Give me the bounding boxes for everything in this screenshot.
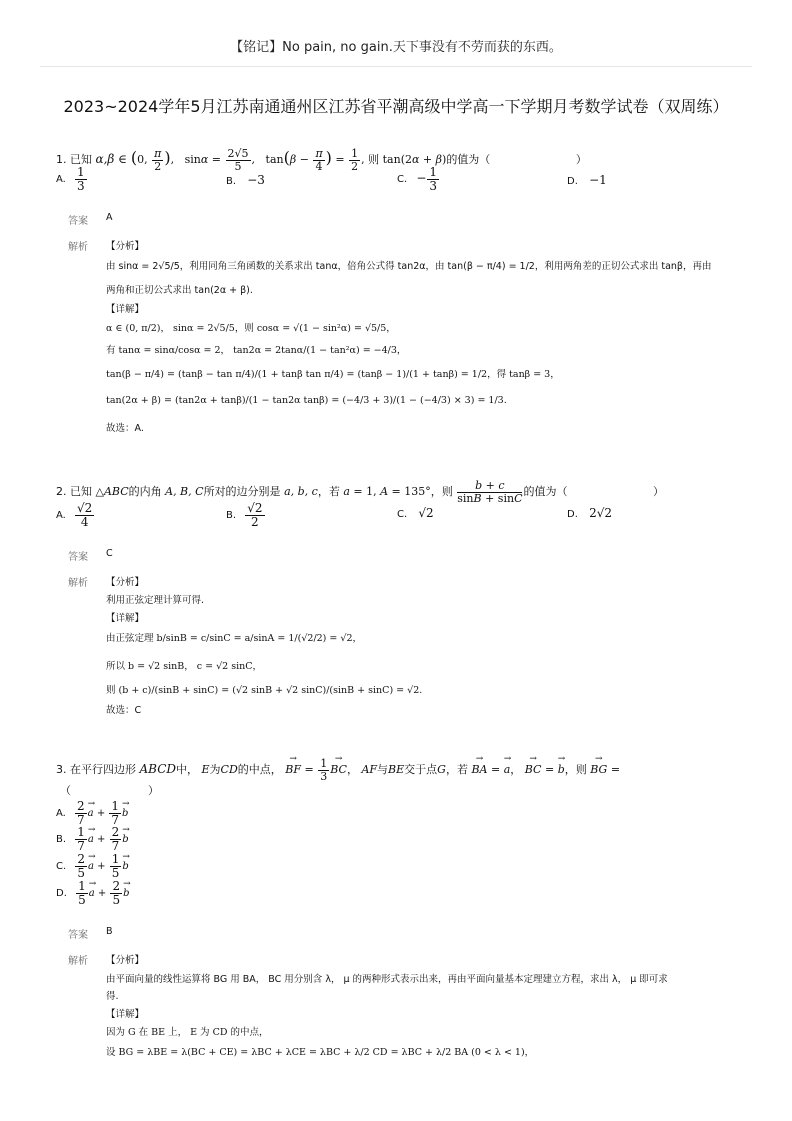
option-b[interactable]: B. −3 (226, 173, 265, 187)
option-c[interactable]: C. − $\frac{1}{3}$ (397, 165, 438, 193)
option-d[interactable]: D. 2√2 (567, 506, 612, 520)
option-label: B. (56, 834, 67, 846)
open-paren: （ (60, 784, 71, 797)
stem-text: 的中点， (237, 763, 282, 777)
answer-label: 答案 (68, 216, 88, 227)
option-label: A. (56, 510, 66, 522)
option-a[interactable]: A. $\frac{2}{7}$ → a + $\frac{1}{7}$ → b (56, 800, 128, 826)
stem-text: ， (510, 763, 522, 777)
stem-text: 已知 (70, 153, 92, 167)
stem-text: 交于点 (404, 763, 438, 777)
page-title: 2023~2024学年5月江苏南通通州区江苏省平潮高级中学高一下学期月考数学试卷（双周练） (63, 97, 729, 116)
detail-tag: 【详解】 (106, 304, 145, 315)
detail-line: 所以 b = √2 sinB， c = √2 sinC， (106, 661, 262, 672)
answer-label: 答案 (68, 930, 88, 941)
answer-value: A (106, 212, 113, 223)
question-1-stem: 1. 已知 α,β ∈ (0, $\frac{\pi}{2}$ ), sinα = $\frac{2√5}{5}$ , tan(β − $\frac{\pi}{4}$ ) = $\frac{1}{2}$ , 则 tan(2α + β)的值为（ ） (56, 147, 587, 173)
stem-text: 为 (209, 763, 221, 777)
option-a[interactable]: A. $\frac{√2}{4}$ (56, 501, 93, 529)
stem-text: 已知 (70, 485, 92, 499)
detail-line: tan(β − π/4) = (tanβ − tan π/4)/(1 + tanβ tan π/4) = (tanβ − 1)/(1 + tanβ) = 1/2，得 tanβ = 3， (106, 369, 560, 380)
motto: 【铭记】No pain, no gain.天下事没有不劳而获的东西。 (230, 40, 562, 55)
detail-line: 由正弦定理 b/sinB = c/sinC = a/sinA = 1/(√2/2) = √2， (106, 633, 362, 644)
detail-line: 因为 G 在 BE 上， E 为 CD 的中点， (106, 1027, 269, 1038)
close-paren: ） (652, 485, 664, 499)
conclusion: 故选：A. (106, 423, 144, 434)
detail-line: tan(2α + β) = (tan2α + tanβ)/(1 − tan2α tanβ) = (−4/3 + 3)/(1 − (−4/3) × 3) = 1/3. (106, 395, 507, 406)
header-divider (40, 66, 752, 67)
stem-text: 所对的边分别是 (203, 485, 281, 499)
stem-text: ， (346, 763, 358, 777)
option-d[interactable]: D. −1 (567, 173, 607, 187)
stem-text: ，若 (445, 763, 468, 777)
question-2-stem: 2. 已知 △ABC的内角 A, B, C所对的边分别是 a, b, c，若 a = 1, A = 135°，则 $\frac{b + c}{\sin B + \sin C}$ 的值为（ ） (56, 479, 664, 505)
option-c[interactable]: C. $\frac{2}{5}$ → a + $\frac{1}{5}$ → b (56, 853, 129, 879)
analysis-label: 解析 (68, 578, 88, 589)
answer-value: B (106, 926, 113, 937)
conclusion: 故选：C (106, 705, 142, 716)
option-label: C. (397, 174, 408, 186)
detail-tag: 【详解】 (106, 1009, 145, 1020)
option-label: D. (567, 176, 578, 187)
detail-line: 有 tanα = sinα/cosα = 2， tan2α = 2tanα/(1 − tan²α) = −4/3， (106, 345, 407, 356)
detail-line: 则 (b + c)/(sinB + sinC) = (√2 sinB + √2 sinC)/(sinB + sinC) = √2. (106, 685, 423, 696)
detail-tag: 【详解】 (106, 613, 145, 624)
question-number: 3. (56, 763, 67, 777)
question-number: 1. (56, 153, 67, 167)
option-label: B. (226, 176, 237, 187)
analysis-tag: 【分析】 (106, 577, 145, 588)
analysis-line: 由平面向量的线性运算将 BG 用 BA， BC 用分别含 λ， μ 的两种形式表示出来，再由平面向量基本定理建立方程，求出 λ， μ 即可求 (106, 974, 668, 985)
stem-text: 中， (176, 763, 199, 777)
stem-suffix: 的值为（ (523, 485, 568, 499)
detail-line: α ∈ (0, π/2)， sinα = 2√5/5，则 cosα = √(1 − sin²α) = √5/5， (106, 323, 396, 334)
stem-text: 的内角 (128, 485, 162, 499)
option-label: C. (56, 861, 67, 873)
stem-text: 与 (377, 763, 389, 777)
option-label: D. (567, 509, 578, 520)
analysis-label: 解析 (68, 956, 88, 967)
analysis-line: 得. (106, 991, 119, 1002)
option-label: D. (56, 888, 67, 900)
option-c[interactable]: C. √2 (397, 506, 434, 520)
option-label: A. (56, 174, 66, 186)
analysis-label: 解析 (68, 242, 88, 253)
option-b[interactable]: B. $\frac{√2}{2}$ (226, 501, 263, 529)
answer-label: 答案 (68, 552, 88, 563)
option-a[interactable]: A. $\frac{1}{3}$ (56, 165, 85, 193)
stem-text: ，则 (564, 763, 587, 777)
close-paren: ） (575, 153, 587, 167)
analysis-line: 两角和正切公式求出 tan(2α + β). (106, 285, 253, 296)
question-3-paren (60, 782, 159, 798)
option-d[interactable]: D. $\frac{1}{5}$ → a + $\frac{2}{5}$ → b (56, 880, 129, 906)
close-paren: ） (148, 784, 159, 797)
answer-value: C (106, 548, 113, 559)
stem-text: 在平行四边形 (70, 763, 136, 777)
question-number: 2. (56, 485, 67, 499)
stem-text: 若 (328, 485, 340, 499)
stem-text: ，则 (430, 485, 453, 499)
option-label: A. (56, 808, 66, 820)
option-b[interactable]: B. $\frac{1}{7}$ → a + $\frac{2}{7}$ → b (56, 826, 129, 852)
detail-line: 设 BG = λBE = λ(BC + CE) = λBC + λCE = λBC + λ/2 CD = λBC + λ/2 BA (0 < λ < 1)， (106, 1047, 535, 1058)
analysis-tag: 【分析】 (106, 241, 145, 252)
option-label: C. (397, 509, 408, 520)
stem-suffix: 的值为（ (446, 153, 491, 167)
option-label: B. (226, 510, 237, 522)
analysis-line: 利用正弦定理计算可得. (106, 595, 205, 606)
question-3-stem: 3. 在平行四边形 ABCD中， E为CD的中点， → BF = $\frac{1}{3}$ → BC， AF与BE交于点G，若 → BA = → a， → BC = → b，则 → BG = (56, 758, 620, 782)
analysis-tag: 【分析】 (106, 955, 145, 966)
analysis-line: 由 sinα = 2√5/5，利用同角三角函数的关系求出 tanα，倍角公式得 tan2α，由 tan(β − π/4) = 1/2，利用两角差的正切公式求出 tanβ，再由 (106, 261, 712, 272)
